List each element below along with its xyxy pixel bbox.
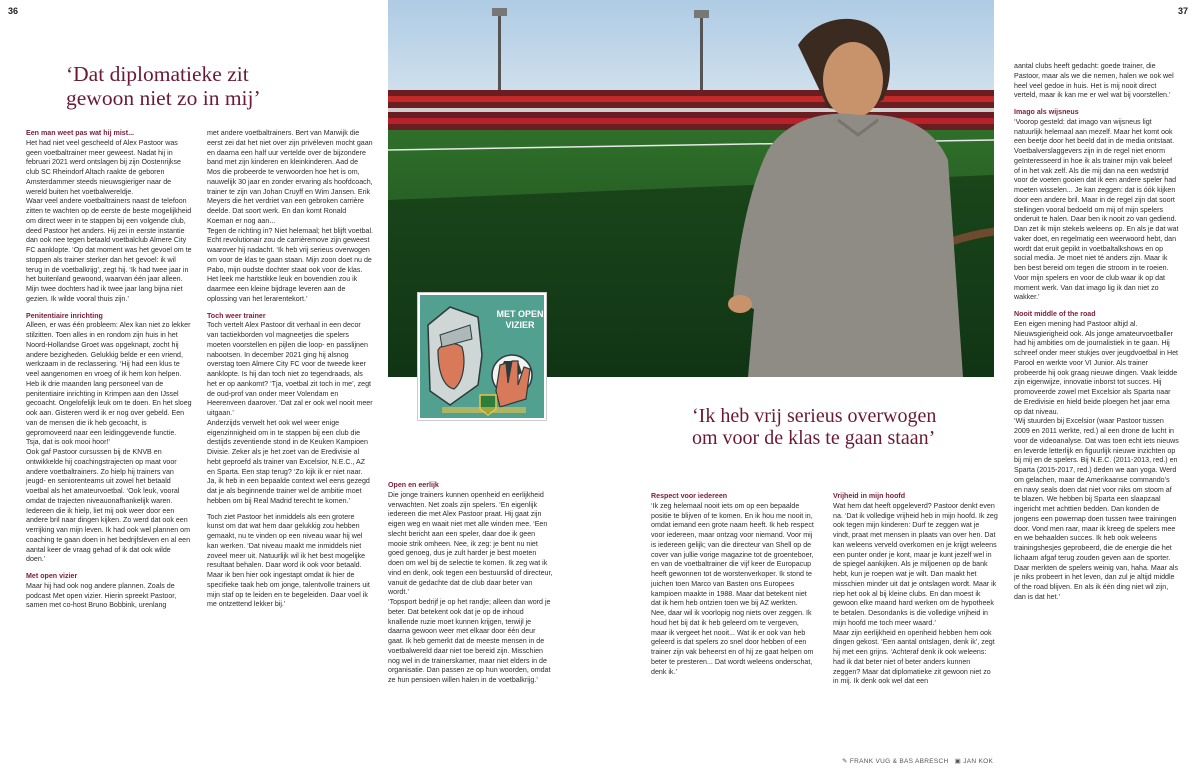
body-paragraph: Anderzijds verwelt het ook wel weer enige eigenzinnigheid om in te stappen bij een club die destijds zeventiende stond in de Keuken Kampioen Divisie. Zeker als je het zoet van de Eredivisie al hebt geproefd als trainer van Excelsior, N.E.C., AZ en Sparta. Een stap terug? ‘Zo kijk ik er niet naar. Ja, ik heb in een bepaalde context wel eens gezegd dat je als beginnende trainer wel de ambitie moet hebben om bij Real Madrid terecht te komen.’ <box>207 418 370 505</box>
body-paragraph: Alleen, er was één probleem: Alex kan niet zo lekker stilzitten. Toen alles in en rondom zijn huis in het Noord-Hollandse Groet was opgeknapt, zocht hij andere bezigheden. Gelukkig belde er een vriend, werkzaam in de reclassering. ‘Hij had een klus te veel aangenomen en vroeg of ik hem kon helpen. Heb ik drie maanden lang personeel van de penitentiaire inrichting in Krimpen aan den IJssel gecoacht. Ongelofelijk leuk om te doen. En het sloeg ook aan. Gisteren werd ik er nog over gebeld. Een van de mensen die ik heb gecoacht, is gepromoveerd naar een leidinggevende functie. Tsja, dat is ook mooi hoor!’ <box>26 321 192 447</box>
section-heading: Vrijheid in mijn hoofd <box>833 492 906 500</box>
body-paragraph: Het had niet veel gescheeld of Alex Pastoor was geen voetbaltrainer meer geweest. Nadat hij in februari 2021 werd ontslagen bij zijn Oostenrijkse club SC Rheindorf Altach raakte de geboren Amsterdammer steeds nieuwsgieriger naar de wereld buiten het voetbalwereldje. <box>26 138 181 196</box>
badge-title-line1: MET OPEN <box>496 309 544 319</box>
section-heading: Imago als wijsneus <box>1014 108 1079 116</box>
body-paragraph: Een eigen mening had Pastoor altijd al. Nieuwsgierigheid ook. Als jonge amateurvoetballer had hij ambities om de journalistiek in te gaan. Hij schreef onder meer stukjes over jeugdvoetbal in Het Parool en werkte voor VI Junior. Als trainer probeerde hij ook graag nieuwe dingen. Vaak leidde zijn eigenwijze, innovatie inborst tot succes. Hij promoveerde zowel met Excelsior als Sparta naar de Eredivisie en hield beide ploegen het jaar erna op dat niveau. <box>1014 319 1179 416</box>
text-column-5 <box>833 492 998 752</box>
section-heading: Nooit middle of the road <box>1014 310 1096 318</box>
text-column-2 <box>207 129 373 727</box>
photographer-credit: JAN KOK <box>963 758 994 765</box>
body-paragraph: Toch ziet Pastoor het inmiddels als een grotere kunst om dat wat hem daar gelukkig zou hebben gemaakt, nu te vinden op een niveau waar hij wel kan werken. ‘Dat niveau maakt me inmiddels niet zoveel meer uit. Natuurlijk wil ik het best mogelijke resultaat behalen. Daar word ik ook voor betaald. Maar ik ben hier ook ingestapt omdat ik hier de specifieke taak heb om jonge, talentvolle trainers uit mijn staf op te leiden en te begeleiden. Daar voel ik me ontzettend lekker bij.’ <box>207 512 370 609</box>
body-paragraph: ‘Voorop gesteld: dat imago van wijsneus ligt natuurlijk helemaal aan mezelf. Maar het komt ook een beetje door het beeld dat in de media ontstaat. Voetbalverslaggevers zijn in de regel niet enorm geïnteresseerd in hoe ik als trainer mijn vak beleef of in het vak zelf. Als die mij dan na een wedstrijd voor de voeten gooien dat ik een andere speler had moeten wisselen... Je kan zeggen: dat is óók kijken door een andere bril. Maar in de regel zijn dat soort stellingen vooral bedoeld om mij of mijn spelers onderuit te halen. Daar ben ik nooit zo van gediend. Dan zet ik mijn stekels weleens op. En als je dat wat vaker doet, en regelmatig een weerwoord hebt, dan wordt dat eruit gepikt in voetbaltalkshows en op social media. Je moet niet té anders zijn. Maar ik ben best bereid om tegen die stroom in te roeien. Voor mijn spelers en voor de club waar ik op dat moment werk. Van dat imago lig ik dan niet zo wakker.’ <box>1014 117 1179 302</box>
text-column-6 <box>1014 62 1179 748</box>
section-heading: Toch weer trainer <box>207 311 266 320</box>
body-paragraph: Ook gaf Pastoor cursussen bij de KNVB en ontwikkelde hij coachingstrajecten op maat voor andere voetbaltrainers. Zo hielp hij trainers van jeugd- en seniorenteams uit zowel het betaald voetbal als het amateurvoetbal. ‘Ook leuk, vooral omdat de trajecten niveauonafhankelijk waren. Iedereen die ik hielp, liet mij ook weer door een andere bril naar dingen kijken. Zo werd dat ook een verrijking van mijn leven. Ik had ook wel plannen om coaching te gaan doen in het bedrijfsleven en al een aantal keer de vraag gehad of ik dat ook wilde doen.’ <box>26 448 191 564</box>
text-column-1 <box>26 129 192 727</box>
body-paragraph: Maar zijn eerlijkheid en openheid hebben hem ook dingen gekost. ‘Een aantal ontslagen, denk ik’, zegt hij met een grijns. ‘Achteraf denk ik ook weleens: had ik dat beter niet of beter anders kunnen zeggen? Maar dat diplomatieke zit gewoon niet zo in mij. Ik denk ook wel dat een <box>833 628 995 686</box>
section-heading: Respect voor iedereen <box>651 492 728 500</box>
page-number-right: 37 <box>1178 6 1189 16</box>
body-paragraph: ‘Ik zeg helemaal nooit iets om op een bepaalde positie te blijven of te komen. En ik hou me nooit in, omdat iemand een grote naam heeft. Ik heb respect voor iedereen, maar ontzag voor niemand. Voor mij is iedereen gelijk; van die directeur van Shell op de cover van jullie vorige magazine tot de groenteboer, en van de voetbaltrainer die vijf keer de Europacup heeft gewonnen tot de worstenverkoper. Ik stond te juichen toen Marco van Basten ons Europees kampioen maakte in 1988. Maar dat betekent niet dat ik hem heb ontzien toen we bij AZ werkten. <box>651 501 814 608</box>
writer-credit: FRANK VUG & BAS ABRESCH <box>849 758 949 765</box>
section-heading: Open en eerlijk <box>388 481 439 489</box>
body-paragraph: ‘Wij stuurden bij Excelsior (waar Pastoor tussen 2009 en 2011 werkte, red.) al een drone de lucht in voor de videoanalyse. Dat was toen echt iets nieuws en leverde letterlijk en figuurlijk nieuwe inzichten op bij mij en de spelers. Bij N.E.C. (2011-2013, red.) en Sparta (2015-2017, red.) deden we aan yoga. Werd om gelachen, maar de Amerikaanse commando’s en navy seals doen dat niet voor niks om stoom af te blazen. We hebben bij Sparta een slaapzaal ingericht met achttien bedden. Dan konden de jongens een powernap doen tussen twee trainingen door. Vond men raar, maar ik kreeg de spelers mee en we behaalden succes. Ik heb ook weleens trainingshesjes geprobeerd, die de energie die het lichaam afgaf terug zouden geven aan de sporter. Daar merkten de spelers weinig van, haha. Maar als je niks probeert in het leven, dan zul je altijd middle of the road blijven. En als ik één ding niet wil zijn, dan is dat het.’ <box>1014 417 1179 601</box>
body-paragraph: Wat hem dat heeft opgeleverd? Pastoor denkt even na. ‘Dat ik volledige vrijheid heb in mijn hoofd. Ik zeg ook tegen mijn kinderen: Durf te zeggen wat je vindt, praat met mensen in plaats van over hen. Dat kan weleens verveld overkomen en je krijgt weleens een punter onder je kont, maar je kunt jezelf wel in de spiegel aankijken. Als je miljoenen op de bank hebt, kun je roepen wat je wilt. Dan maakt het misschien minder uit dat je ontslagen wordt. Maar ik riep het ook al bij kleine clubs. En dan moest ik gewoon elke maand hard werken om de hypotheek te betalen. Desondanks is die volledige vrijheid in mijn hoofd me toch meer waard.’ <box>833 501 998 627</box>
pen-icon: ✎ <box>842 758 848 765</box>
badge-title-line2: VIZIER <box>505 320 535 330</box>
body-paragraph: Die jonge trainers kunnen openheid en eerlijkheid verwachten. Net zoals zijn spelers. ‘En eigenlijk iedereen die met Alex Pastoor praat. Hij gaat zijn eigen weg en waait niet met alle winden mee. ‘Een slecht bericht aan een speler, daar doe ik geen mooie strik omheen. Nee, ik zeg: je bent nu niet goed genoeg, dus je zult harder je best moeten doen om wel bij de selectie te komen. Ik zeg wat ik vind en denk, ook tegen een bestuurslid of directeur, vanuit de gedachte dat de club daar beter van wordt.’ <box>388 490 553 597</box>
body-paragraph: Maar hij had ook nog andere plannen. Zoals de podcast Met open vizier. Hierin spreekt Pastoor, samen met co-host Bruno Bobbink, urenlang <box>26 581 177 610</box>
body-paragraph: aantal clubs heeft gedacht: goede trainer, die Pastoor, maar als we die nemen, halen we ook wel heel veel gedoe in huis. Het is mij nooit direct verteld, maar ik kan me er wel wat bij voorstellen.’ <box>1014 62 1174 100</box>
section-heading: Penitentiaire inrichting <box>26 311 103 320</box>
body-paragraph: ‘Topsport bedrijf je op het randje; alleen dan word je beter. Dat betekent ook dat je op de inhoud knallende ruzie moet kunnen krijgen, terwijl je daarna gewoon weer met elkaar door één deur gaat. Ik heb gemerkt dat de meeste mensen in de voetbalwereld daar niet toe bereid zijn. Misschien nog wel in de trainerskamer, maar niet elders in de organisatie. Dan passen ze op hun woorden, omdat ze hun pensioen willen halen in de voetbalkrijg.’ <box>388 598 551 684</box>
text-column-4 <box>651 492 816 752</box>
podcast-badge <box>418 293 546 420</box>
pull-quote-left: ‘Dat diplomatieke zit gewoon niet zo in mij’ <box>66 62 261 111</box>
camera-icon: ▣ <box>954 758 962 765</box>
section-heading: Een man weet pas wat hij mist... <box>26 129 135 137</box>
section-heading: Met open vizier <box>26 572 78 580</box>
body-paragraph: Tegen de richting in? Niet helemaal; het blijft voetbal. Echt revolutionair zou de carrièremove zijn geweest waarover hij nadacht. ‘Ik heb vrij serieus overwogen om voor de klas te gaan staan. Mijn zoon doet nu de Pabo, mijn oudste dochter staat ook voor de klas. Het leek me hartstikke leuk en bovendien zou ik daarmee een kleine bijdrage leveren aan de oplossing van het lerarentekort.’ <box>207 226 373 303</box>
knight-illustration <box>420 295 546 420</box>
credits <box>842 757 993 765</box>
body-paragraph: met andere voetbaltrainers. Bert van Marwijk die eerst zei dat het niet over zijn privéleven mocht gaan en daarna een half uur vertelde over de bijzondere band met zijn kinderen en kleinkinderen. Aad de Mos die probeerde te verwoorden hoe het is om, nauwelijk 30 jaar en zonder ervaring als hoofdcoach, trainer te zijn van Johan Cruyff en Wim Jansen. Erik Meyers die het verdriet van een gebroken carrière deelde. Dat soort werk. En dan komt Ronald Koeman er nog aan... <box>207 129 373 225</box>
pull-quote-right: ‘Ik heb vrij serieus overwogen om voor de klas te gaan staan’ <box>692 405 937 450</box>
body-paragraph: Nee, daar wil ik voorlopig nog niets over zeggen. Ik houd het bij dat ik heb geleerd om te vergeven, maar ik vergeet het nooit... Wat ik er ook van heb geleerd is dat spelers zo snel door hebben of een trainer zijn vak beheerst en of hij ze gaat helpen om beter te presteren... Dat wordt weleens onderschat, denk ik.’ <box>651 609 814 676</box>
body-paragraph: Waar veel andere voetbaltrainers naast de telefoon zitten te wachten op de eerste de beste mogelijkheid om direct weer in te stappen bij een volgende club, deed Pastoor het anders. Hij zei in eerste instantie dan ook nee tegen betaald voetbalclub Almere City FC aanklopte. ‘Op dat moment was het gevoel om te stoppen als trainer sterker dan het gevoel: ik wil terug in de voetbalkrijg’, zegt hij. ‘Ik had twee jaar in het buitenland gewoond, waarvan één jaar alleen. Mijn twee dochters had ik twee jaar lang bijna niet gezien. Ik wilde vooral thuis zijn.’ <box>26 197 192 303</box>
body-paragraph: Toch vertelt Alex Pastoor dit verhaal in een decor van tactiekborden vol magneetjes die spelers moeten voorstellen en pijlen die loop- en passlijnen nabootsen. In december 2021 ging hij alsnog overstag toen Almere City FC voor de tweede keer aanklopte. Is hij dan toch niet zo tegendraads, als het er op aankomt? ‘Tja, voetbal zit toch in me’, zegt de oud-prof van onder meer Volendam en Heerenveen daarover. ‘Dat zal er ook wel nooit meer uitgaan.’ <box>207 321 373 417</box>
page-number-left: 36 <box>8 6 19 16</box>
text-column-3 <box>388 481 553 751</box>
